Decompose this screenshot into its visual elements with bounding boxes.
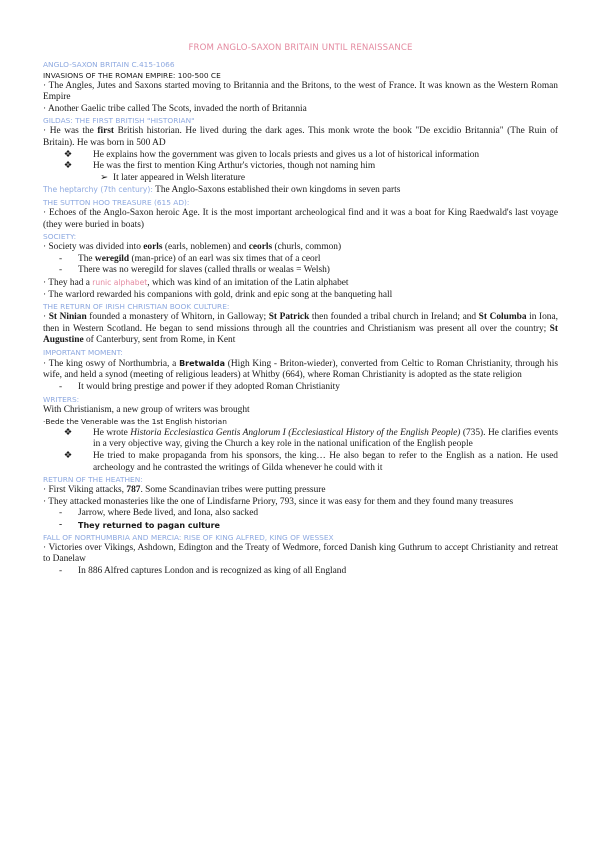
- dash-item: - Jarrow, where Bede lived, and Iona, also sacked: [43, 508, 558, 520]
- section-heading-heathen: RETURN OF THE HEATHEN:: [43, 475, 143, 485]
- section-heading-fall: FALL OF NORTHUMBRIA AND MERCIA: RISE OF KING ALFRED, KING OF WESSEX: [43, 532, 334, 542]
- dash-bullet-icon: -: [58, 520, 63, 530]
- paragraph-monasteries: · They attacked monasteries like the one of Lindisfarne Priory, 793, since it was easy for them and they found many treasures: [43, 496, 514, 507]
- diamond-bullet-icon: ❖: [63, 149, 73, 160]
- paragraph-alfred: · Victories over Vikings, Ashdown, Edington and the Treaty of Wedmore, forced Danish king Guthrum to accept Christianity and retreat to Danelaw: [43, 542, 558, 565]
- section-heading-important: IMPORTANT MOMENT:: [43, 347, 123, 357]
- paragraph-bede: ·Bede the Venerable was the 1st English historian: [43, 417, 227, 427]
- diamond-bullet-icon: ❖: [63, 427, 73, 438]
- paragraph-writers: With Christianism, a new group of writers was brought: [43, 404, 250, 415]
- dash-bullet-icon: -: [58, 253, 63, 264]
- diamond-bullet-icon: ❖: [63, 161, 73, 172]
- bullet-item: ❖ He tried to make propaganda from his sponsors, the king… He also began to refer to the English as a nation. He used archeology and he contrasted the writings of Gilda whenever he could with it: [43, 451, 558, 474]
- document-page: [43, 43, 558, 577]
- section-heading-sutton-hoo: THE SUTTON HOO TREASURE (615 AD):: [43, 197, 190, 207]
- section-heading-anglo-saxon: ANGLO-SAXON BRITAIN C.415-1066: [43, 59, 175, 69]
- dash-item: - The weregild (man-price) of an earl was six times that of a ceorl: [43, 254, 558, 266]
- paragraph-important: · The king oswy of Northumbria, a Bretwalda (High King - Briton-wieder), converted from Celtic to Roman Christianity, through his wife, and held a synod (meeting of religious leaders) at Whitby (664), where Roman Christianity is adopted as the state religion: [43, 358, 558, 381]
- subheading-invasions: INVASIONS OF THE ROMAN EMPIRE: 100-500 CE: [43, 70, 221, 80]
- arrow-bullet-icon: ➢: [100, 172, 108, 183]
- dash-item: - There was no weregild for slaves (called thralls or wealas = Welsh): [43, 265, 558, 277]
- paragraph-viking: · First Viking attacks, 787. Some Scandinavian tribes were putting pressure: [43, 485, 326, 496]
- paragraph-warlord: · The warlord rewarded his companions with gold, drink and epic song at the banqueting hall: [43, 289, 393, 300]
- dash-item: - In 886 Alfred captures London and is recognized as king of all England: [43, 566, 558, 578]
- paragraph-sutton-hoo: · Echoes of the Anglo-Saxon heroic Age. It is the most important archeological find and it was a boat for King Raedwald's last voyage (they were buried in boats): [43, 207, 558, 230]
- page-title: FROM ANGLO-SAXON BRITAIN UNTIL RENAISSANCE: [188, 43, 413, 53]
- paragraph-heptarchy: The heptarchy (7th century): The Anglo-Saxons established their own kingdoms in seven parts: [43, 185, 401, 196]
- dash-bullet-icon: -: [58, 265, 63, 276]
- dash-bullet-icon: -: [58, 565, 63, 576]
- section-heading-gildas: GILDAS: THE FIRST BRITISH "HISTORIAN": [43, 116, 195, 126]
- section-heading-society: SOCIETY:: [43, 232, 77, 242]
- paragraph-scots: · Another Gaelic tribe called The Scots, invaded the north of Britannia: [43, 103, 307, 114]
- sub-bullet-item: ➢ It later appeared in Welsh literature: [43, 173, 558, 185]
- dash-bullet-icon: -: [58, 508, 63, 519]
- dash-item: - It would bring prestige and power if they adopted Roman Christianity: [43, 382, 558, 394]
- bullet-item: ❖ He wrote Historia Ecclesiastica Gentis Anglorum I (Ecclesiastical History of the English People) (735). He clarifies events in a very objective way, giving the Church a key role in the national unification of the English people: [43, 428, 558, 451]
- paragraph-society: · Society was divided into eorls (earls, noblemen) and ceorls (churls, common): [43, 242, 342, 253]
- bullet-item: ❖ He was the first to mention King Arthur's victories, though not naming him: [43, 161, 558, 173]
- diamond-bullet-icon: ❖: [63, 451, 73, 462]
- section-heading-irish: THE RETURN OF IRISH CHRISTIAN BOOK CULTURE:: [43, 302, 230, 312]
- paragraph-angles: · The Angles, Jutes and Saxons started moving to Britannia and the Britons, to the west of France. It was known as the Western Roman Empire: [43, 80, 558, 103]
- paragraph-irish: · St Ninian founded a monastery of Whitorn, in Galloway; St Patrick then founded a tribal church in Ireland; and St Columba in Iona, then in Western Scotland. He began to send missions through all the countries and Christianism was present all over the country; St Augustine of Canterbury, sent from Rome, in Kent: [43, 312, 558, 346]
- bullet-item: ❖ He explains how the government was given to locals priests and gives us a lot of historical information: [43, 150, 558, 162]
- section-heading-writers: WRITERS:: [43, 394, 80, 404]
- paragraph-gildas: · He was the first British historian. He lived during the dark ages. This monk wrote the book "De excidio Britannia" (The Ruin of Britain). He was born in 500 AD: [43, 126, 558, 148]
- dash-item: - They returned to pagan culture: [43, 520, 558, 532]
- dash-bullet-icon: -: [58, 382, 63, 393]
- paragraph-runic: · They had a runic alphabet, which was kind of an imitation of the Latin alphabet: [43, 277, 349, 288]
